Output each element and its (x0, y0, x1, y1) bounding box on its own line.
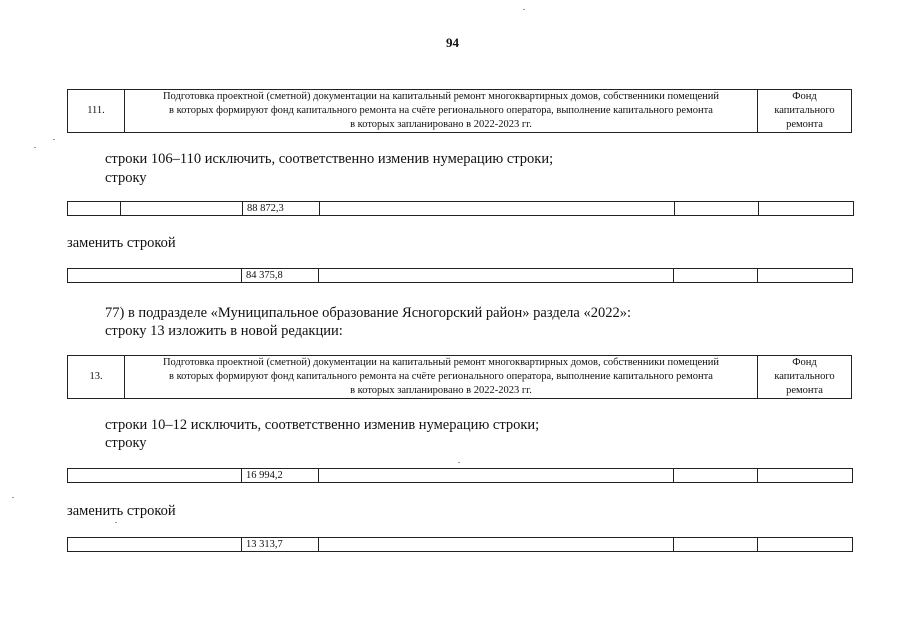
replace-text: заменить строкой (67, 235, 176, 251)
description-line: в которых запланировано в 2022-2023 гг. (350, 385, 532, 396)
empty-cell (674, 538, 758, 552)
row-d-table (67, 537, 853, 552)
fund-line: капитального (774, 105, 835, 116)
fund-line: ремонта (786, 385, 823, 396)
description-line: в которых формируют фонд капитального ремонта на счёте регионального оператора, выполнение капитального ремонта (169, 105, 713, 116)
row-a-table (67, 201, 854, 216)
row-111-table (67, 89, 852, 133)
description-line: в которых запланировано в 2022-2023 гг. (350, 119, 532, 130)
empty-cell (758, 269, 853, 283)
fund-line: капитального (774, 371, 835, 382)
paragraph-text: строку 13 изложить в новой редакции: (105, 323, 343, 339)
empty-cell (758, 469, 853, 483)
description-line: Подготовка проектной (сметной) документации на капитальный ремонт многоквартирных домов, собственники помещений (162, 91, 720, 102)
row-b-table (67, 268, 853, 283)
row-description-cell (125, 90, 758, 133)
paragraph-text: строки 106–110 исключить, соответственно изменив нумерацию строки; (105, 151, 554, 167)
description-line: Подготовка проектной (сметной) документации на капитальный ремонт многоквартирных домов, собственники помещений (162, 357, 720, 368)
row-number-cell: 111. (68, 90, 125, 133)
value-cell: 16 994,2 (242, 469, 319, 483)
fund-line: ремонта (786, 119, 823, 130)
empty-cell (319, 469, 674, 483)
scan-speck (53, 139, 55, 140)
empty-cell (319, 269, 674, 283)
fund-line: Фонд (792, 357, 817, 368)
scan-speck (458, 462, 460, 463)
empty-cell (121, 202, 243, 216)
value-cell: 84 375,8 (242, 269, 319, 283)
empty-cell (674, 469, 758, 483)
empty-cell (758, 538, 853, 552)
scan-speck (12, 497, 14, 498)
value-cell: 13 313,7 (242, 538, 319, 552)
paragraph-text: строки 10–12 исключить, соответственно изменив нумерацию строки; (105, 417, 540, 433)
empty-cell (68, 538, 242, 552)
description-line: в которых формируют фонд капитального ремонта на счёте регионального оператора, выполнение капитального ремонта (169, 371, 713, 382)
fund-line: Фонд (792, 91, 817, 102)
row-number-cell: 13. (68, 356, 125, 399)
scan-speck (34, 147, 36, 148)
empty-cell (68, 469, 242, 483)
paragraph-text: строку (105, 170, 147, 186)
empty-cell (68, 269, 242, 283)
empty-cell (68, 202, 121, 216)
empty-cell (675, 202, 759, 216)
row-13-table (67, 355, 852, 399)
fund-cell (758, 90, 852, 133)
empty-cell (319, 538, 674, 552)
empty-cell (674, 269, 758, 283)
replace-text: заменить строкой (67, 503, 176, 519)
value-cell: 88 872,3 (243, 202, 320, 216)
fund-cell (758, 356, 852, 399)
scan-speck (115, 522, 117, 523)
empty-cell (759, 202, 854, 216)
paragraph-text: 77) в подразделе «Муниципальное образование Ясногорский район» раздела «2022»: (105, 305, 631, 321)
empty-cell (320, 202, 675, 216)
page-number: 94 (446, 35, 459, 50)
row-description-cell (125, 356, 758, 399)
scan-speck (523, 9, 525, 10)
paragraph-text: строку (105, 435, 147, 451)
row-c-table (67, 468, 853, 483)
